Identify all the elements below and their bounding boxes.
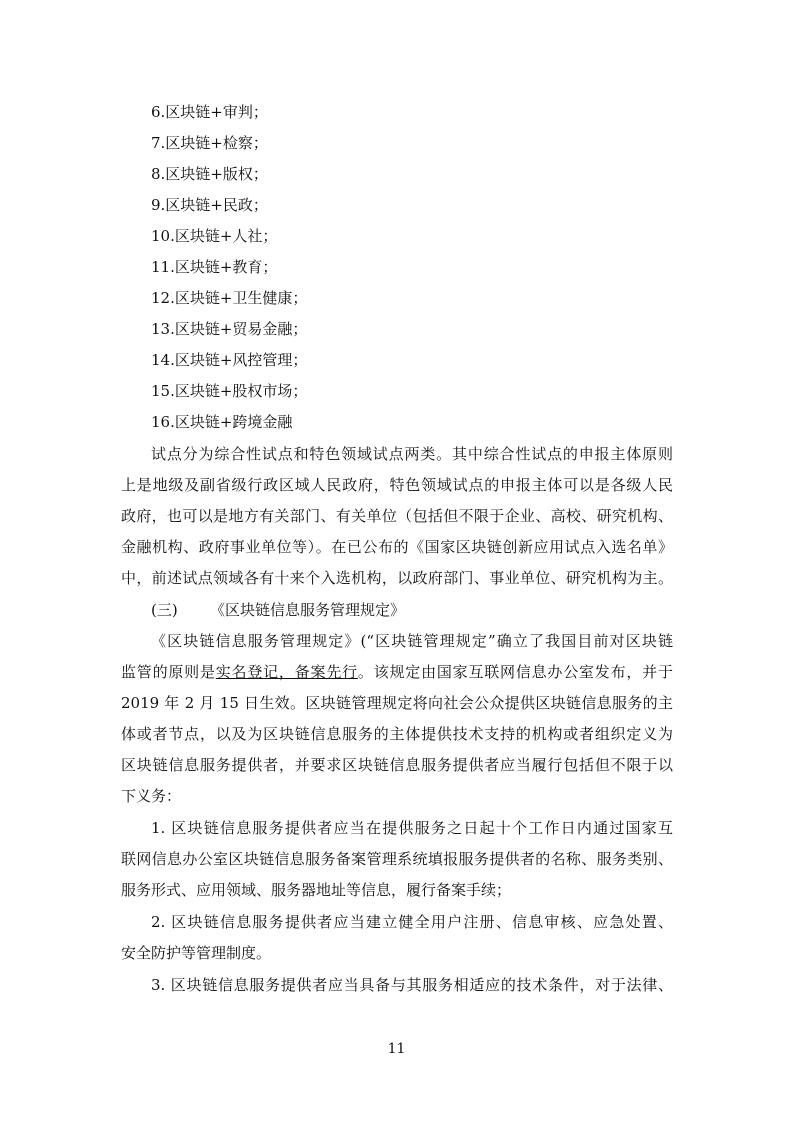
regulation-paragraph-line: 体或者节点，以及为区块链信息服务的主体提供技术支持的机构或者组织定义为 xyxy=(121,725,673,743)
section-number: (三) xyxy=(151,601,178,619)
obligation-line: 安全防护等管理制度。 xyxy=(121,944,272,962)
list-item: 14.区块链+风控管理； xyxy=(151,351,308,369)
underlined-phrase: 实名登记，备案先行 xyxy=(215,663,358,681)
text-segment: 。该规定由国家互联网信息办公室发布，并于 xyxy=(357,663,673,681)
regulation-paragraph-line: 下义务： xyxy=(121,787,182,805)
regulation-paragraph-line: 区块链信息服务提供者，并要求区块链信息服务提供者应当履行包括但不限于以 xyxy=(121,756,673,774)
list-item: 12.区块链+卫生健康； xyxy=(151,289,308,307)
pilot-paragraph-line: 金融机构、政府事业单位等）。在已公布的《国家区块链创新应用试点入选名单》 xyxy=(121,538,673,556)
obligation-line: 服务形式、应用领域、服务器地址等信息，履行备案手续； xyxy=(121,881,512,899)
pilot-paragraph-line: 中，前述试点领域各有十来个入选机构，以政府部门、事业单位、研究机构为主。 xyxy=(121,569,673,587)
page-number: 11 xyxy=(387,1041,406,1057)
obligation-line: 联网信息办公室区块链信息服务备案管理系统填报服务提供者的名称、服务类别、 xyxy=(121,850,673,868)
list-item: 7.区块链+检察； xyxy=(151,134,268,152)
list-item: 6.区块链+审判； xyxy=(151,103,268,121)
list-item: 8.区块链+版权； xyxy=(151,165,268,183)
regulation-paragraph-line: 《区块链信息服务管理规定》(“区块链管理规定”确立了我国目前对区块链 xyxy=(151,632,673,650)
list-item: 15.区块链+股权市场； xyxy=(151,382,308,400)
regulation-paragraph-line: 2019 年 2 月 15 日生效。区块链管理规定将向社会公众提供区块链信息服务的主 xyxy=(121,694,673,712)
pilot-paragraph-line: 政府，也可以是地方有关部门、有关单位（包括但不限于企业、高校、研究机构、 xyxy=(121,507,673,525)
text-segment: 监管的原则是 xyxy=(121,663,216,681)
section-title: 《区块链信息服务管理规定》 xyxy=(210,601,406,619)
pilot-paragraph-line: 上是地级及副省级行政区域人民政府，特色领域试点的申报主体可以是各级人民 xyxy=(121,476,673,494)
obligation-line: 3. 区块链信息服务提供者应当具备与其服务相适应的技术条件，对于法律、 xyxy=(151,976,673,994)
list-item: 13.区块链+贸易金融； xyxy=(151,320,308,338)
list-item: 16.区块链+跨境金融 xyxy=(151,413,293,431)
obligation-line: 1. 区块链信息服务提供者应当在提供服务之日起十个工作日内通过国家互 xyxy=(151,819,673,837)
obligation-line: 2. 区块链信息服务提供者应当建立健全用户注册、信息审核、应急处置、 xyxy=(151,913,673,931)
list-item: 11.区块链+教育； xyxy=(151,258,278,276)
list-item: 10.区块链+人社； xyxy=(151,227,278,245)
regulation-paragraph-line xyxy=(121,662,673,682)
list-item: 9.区块链+民政； xyxy=(151,196,268,214)
pilot-paragraph-line: 试点分为综合性试点和特色领域试点两类。其中综合性试点的申报主体原则 xyxy=(151,445,673,463)
